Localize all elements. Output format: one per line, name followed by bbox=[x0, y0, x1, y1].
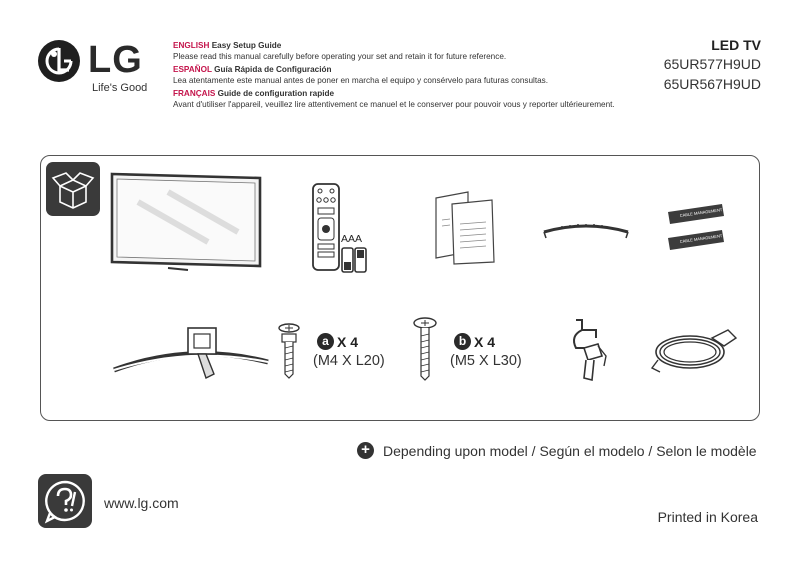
cable-holder-image bbox=[562, 316, 612, 384]
count-text: X 4 bbox=[474, 333, 496, 350]
guide-text: Lea atentamente este manual antes de poner en marcha el equipo y consérvelo para futuras consultas. bbox=[173, 75, 549, 85]
badge-b: b bbox=[454, 333, 471, 350]
guide-title: Guía Rápida de Configuración bbox=[214, 65, 332, 75]
model-info bbox=[664, 37, 761, 94]
language-name: ESPAÑOL bbox=[173, 65, 212, 75]
setup-guide-intro bbox=[173, 41, 643, 114]
screw-b-count bbox=[454, 333, 495, 351]
count-text: X 4 bbox=[337, 333, 359, 350]
guide-spanish bbox=[173, 65, 643, 86]
screw-a-image bbox=[276, 322, 302, 380]
model-number: 65UR577H9UD bbox=[663, 56, 761, 72]
help-question-icon bbox=[38, 474, 92, 528]
battery-label: AAA bbox=[341, 233, 363, 245]
model-dependent-note bbox=[357, 442, 757, 459]
tv-image bbox=[108, 172, 264, 274]
website-link[interactable]: www.lg.com bbox=[104, 495, 179, 511]
badge-a: a bbox=[317, 333, 334, 350]
screw-b-size: (M5 X L30) bbox=[450, 353, 522, 369]
brand-logo-text: LG bbox=[88, 39, 143, 81]
power-cord-image bbox=[650, 324, 740, 376]
guide-text: Avant d'utiliser l'appareil, veuillez lire attentivement ce manuel et le conserver pour pouvoir vous y reporter ultérieurement. bbox=[173, 99, 615, 109]
product-type: LED TV bbox=[711, 37, 761, 53]
open-box-icon bbox=[46, 162, 100, 216]
footnote-text: Depending upon model / Según el modelo / Selon le modèle bbox=[383, 442, 757, 459]
screw-b-image bbox=[412, 316, 438, 382]
cable-holder-bar-image bbox=[540, 218, 632, 240]
guide-text: Please read this manual carefully before operating your set and retain it for future reference. bbox=[173, 51, 507, 61]
lg-logo-icon bbox=[38, 40, 80, 82]
stand-image bbox=[110, 322, 272, 382]
guide-title: Guide de configuration rapide bbox=[217, 89, 335, 99]
model-number: 65UR567H9UD bbox=[663, 76, 761, 92]
plus-icon: + bbox=[357, 442, 374, 459]
cable-management-clips-image bbox=[662, 200, 730, 254]
screw-a-size: (M4 X L20) bbox=[313, 353, 385, 369]
guide-english bbox=[173, 41, 643, 62]
guide-french bbox=[173, 89, 643, 110]
language-name: FRANÇAIS bbox=[173, 89, 216, 99]
manual-image bbox=[432, 190, 500, 266]
screw-a-count bbox=[317, 333, 358, 351]
printed-in-note: Printed in Korea bbox=[657, 509, 758, 525]
guide-title: Easy Setup Guide bbox=[211, 41, 282, 50]
remote-control-image bbox=[310, 182, 342, 272]
cable-tag-text: CABLE MANAGEMENT bbox=[679, 233, 723, 244]
language-name: ENGLISH bbox=[173, 41, 210, 50]
brand-tagline: Life's Good bbox=[92, 82, 148, 94]
batteries-image bbox=[340, 246, 368, 274]
cable-tag-text: CABLE MANAGEMENT bbox=[679, 207, 723, 218]
